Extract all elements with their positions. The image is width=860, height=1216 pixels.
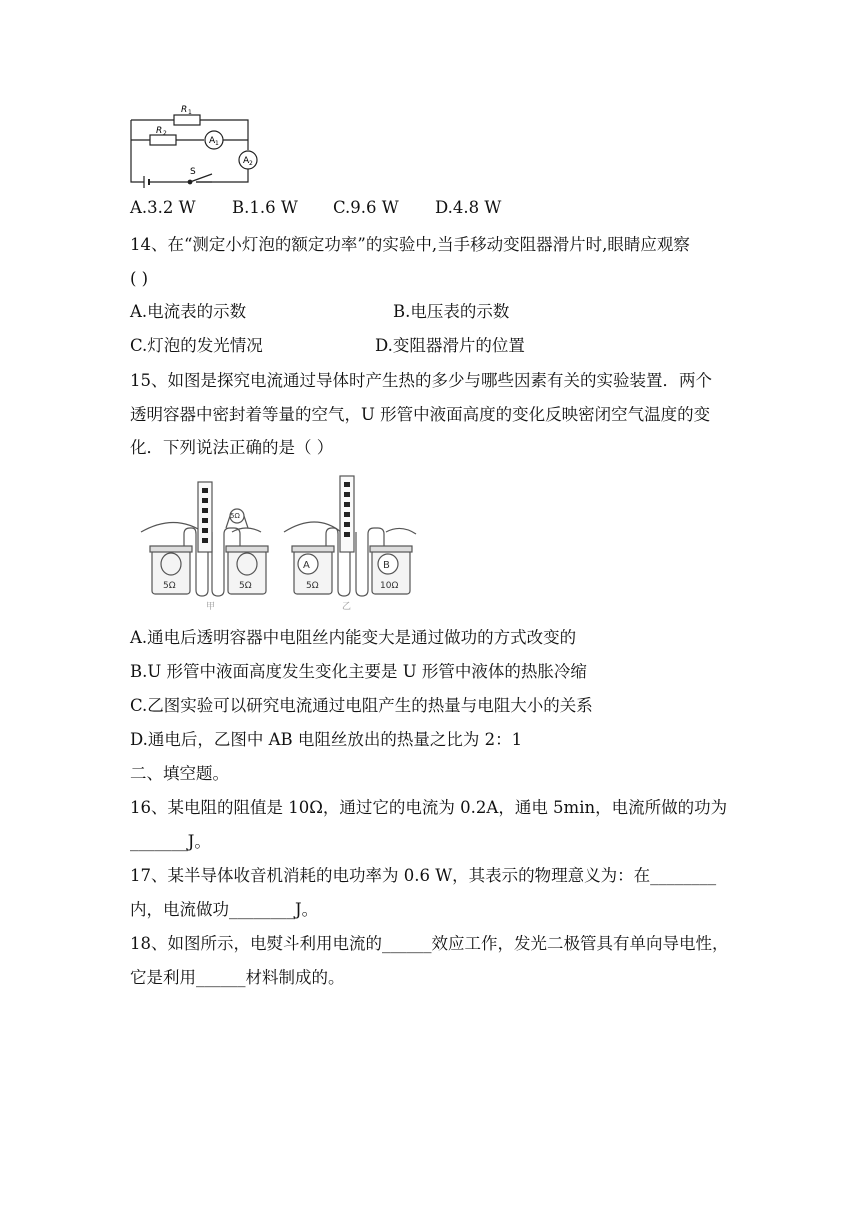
q15-option-c: C.乙图实验可以研究电流通过电阻产生的热量与电阻大小的关系 xyxy=(130,696,593,715)
label-left-r1: 5Ω xyxy=(163,581,176,591)
q18-line1: 18、如图所示，电熨斗利用电流的______效应工作，发光二极管具有单向导电性， xyxy=(130,934,729,953)
caption-yi: 乙 xyxy=(342,602,352,612)
q14-stem-line1: 14、在“测定小灯泡的额定功率”的实验中,当手移动变阻器滑片时,眼睛应观察 xyxy=(130,235,690,254)
q13-option-b: B.1.6 W xyxy=(232,198,298,217)
q15-option-d: D.通电后，乙图中 AB 电阻丝放出的热量之比为 2：1 xyxy=(130,730,523,749)
q15-stem-line3: 化．下列说法正确的是（ ） xyxy=(130,438,334,457)
q14-option-c: C.灯泡的发光情况 xyxy=(130,336,263,355)
a1-label: A xyxy=(209,136,216,146)
section-title-fill-in: 二、填空题。 xyxy=(130,764,229,783)
q17-line1: 17、某半导体收音机消耗的电功率为 0.6 W，其表示的物理意义为：在________ xyxy=(130,866,717,885)
q14-option-a: A.电流表的示数 xyxy=(130,302,247,321)
a2-sub: 2 xyxy=(249,160,253,167)
circuit-diagram xyxy=(126,98,266,190)
q15-option-b: B.U 形管中液面高度发生变化主要是 U 形管中液体的热胀冷缩 xyxy=(130,662,587,681)
label-right-r-b: 10Ω xyxy=(380,581,399,591)
q14-stem-line2: ( ) xyxy=(130,269,149,288)
caption-jia: 甲 xyxy=(206,602,216,612)
label-left-r2: 5Ω xyxy=(239,581,252,591)
q15-stem-line2: 透明容器中密封着等量的空气，U 形管中液面高度的变化反映密闭空气温度的变 xyxy=(130,405,711,424)
r1-sub: 1 xyxy=(188,109,192,116)
q14-option-d: D.变阻器滑片的位置 xyxy=(375,336,525,355)
q13-option-d: D.4.8 W xyxy=(435,198,502,217)
label-b: B xyxy=(383,560,390,571)
q18-line2: 它是利用______材料制成的。 xyxy=(130,968,345,987)
label-outside-r: 5Ω xyxy=(230,512,240,520)
q15-stem-line1: 15、如图是探究电流通过导体时产生热的多少与哪些因素有关的实验装置．两个 xyxy=(130,371,712,390)
r2-label: R xyxy=(156,126,163,136)
q16-line1: 16、某电阻的阻值是 10Ω，通过它的电流为 0.2A，通电 5min，电流所做的功为 xyxy=(130,798,728,817)
r2-sub: 2 xyxy=(163,130,167,137)
q14-option-b: B.电压表的示数 xyxy=(393,302,510,321)
q16-line2: _______J。 xyxy=(130,832,211,851)
label-a: A xyxy=(303,560,310,571)
q17-line2: 内，电流做功________J。 xyxy=(130,900,319,919)
q13-option-a: A.3.2 W xyxy=(130,198,196,217)
a2-label: A xyxy=(243,156,250,166)
joule-heating-apparatus-figure xyxy=(136,472,426,612)
a1-sub: 1 xyxy=(215,140,219,147)
switch-label: S xyxy=(190,167,196,177)
q13-option-c: C.9.6 W xyxy=(333,198,399,217)
resistor-r1 xyxy=(174,115,200,125)
label-right-r-a: 5Ω xyxy=(306,581,319,591)
r1-label: R xyxy=(181,105,188,115)
q15-option-a: A.通电后透明容器中电阻丝内能变大是通过做功的方式改变的 xyxy=(130,628,577,647)
